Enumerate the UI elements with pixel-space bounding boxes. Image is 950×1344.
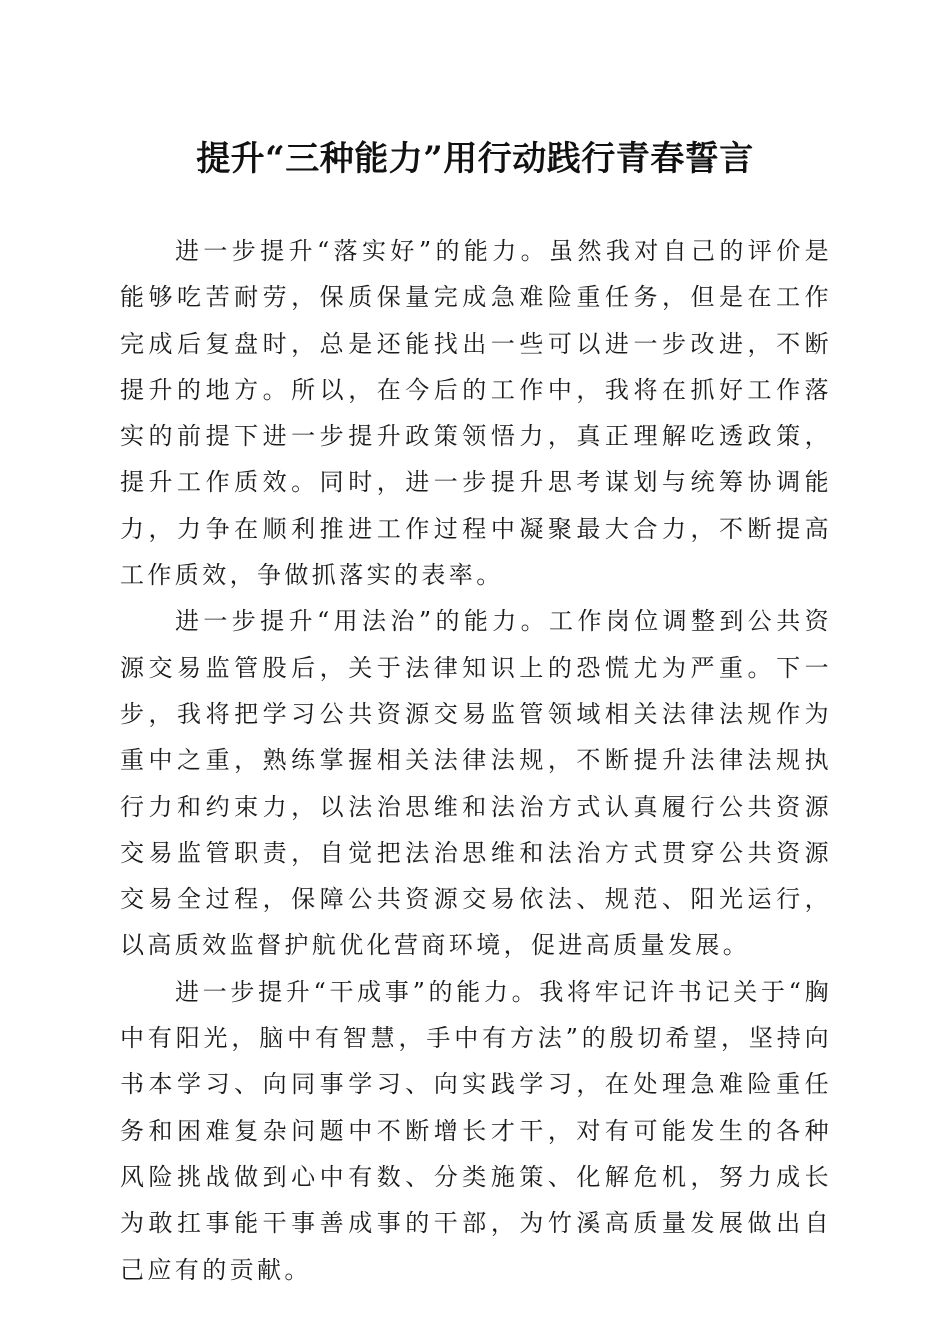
paragraph-getting-things-done: 进一步提升“干成事”的能力。我将牢记许书记关于“胸中有阳光，脑中有智慧，手中有方法”的殷切希望，坚持向书本学习、向同事学习、向实践学习，在处理急难险重任务和困难复杂问题中不断增长才干，对有可能发生的各种风险挑战做到心中有数、分类施策、化解危机，努力成长为敢扛事能干事善成事的干部，为竹溪高质量发展做出自己应有的贡献。 (120, 977, 832, 1284)
document-title: 提升“三种能力”用行动践行青春誓言 (196, 139, 754, 179)
paragraph-implementation: 进一步提升“落实好”的能力。虽然我对自己的评价是能够吃苦耐劳，保质保量完成急难险重任务，但是在工作完成后复盘时，总是还能找出一些可以进一步改进，不断提升的地方。所以，在今后的工作中，我将在抓好工作落实的前提下进一步提升政策领悟力，真正理解吃透政策，提升工作质效。同时，进一步提升思考谋划与统筹协调能力，力争在顺利推进工作过程中凝聚最大合力，不断提高工作质效，争做抓落实的表率。 (120, 237, 832, 590)
document-body (120, 228, 832, 1293)
paragraph-rule-of-law: 进一步提升“用法治”的能力。工作岗位调整到公共资源交易监管股后，关于法律知识上的恐慌尤为严重。下一步，我将把学习公共资源交易监管领域相关法律法规作为重中之重，熟练掌握相关法律法规，不断提升法律法规执行力和约束力，以法治思维和法治方式认真履行公共资源交易监管职责，自觉把法治思维和法治方式贯穿公共资源交易全过程，保障公共资源交易依法、规范、阳光运行，以高质效监督护航优化营商环境，促进高质量发展。 (120, 607, 832, 960)
